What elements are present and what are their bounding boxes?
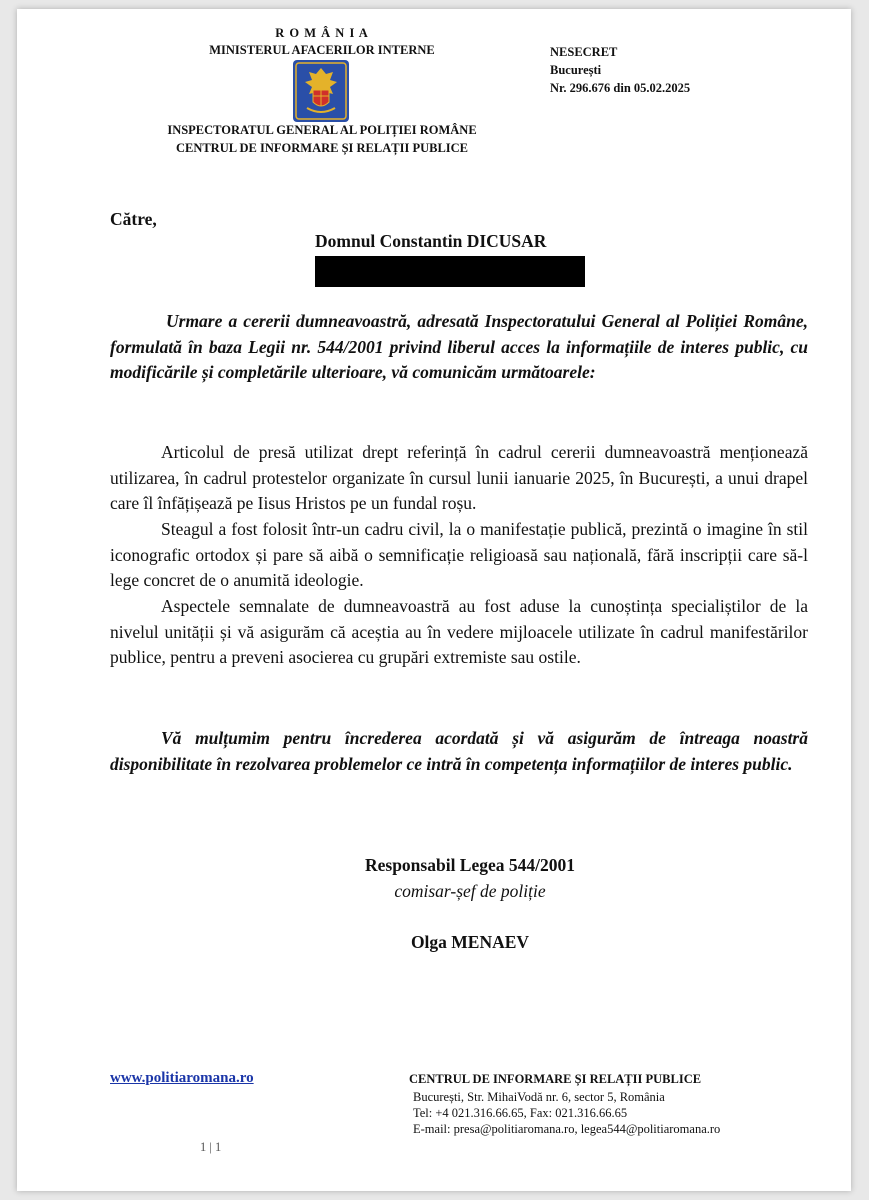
to-label: Către, (110, 209, 157, 229)
country-heading: R O M Â N I A (275, 26, 369, 40)
body-paragraph-1: Articolul de presă utilizat drept referință în cadrul cererii dumneavoastră menționează utilizarea, în cadrul protestelor organizate în cursul lunii ianuarie 2025, în București, a unui drapel care îl înfățișează pe Iisus Hristos pe un fundal roșu. (110, 442, 808, 514)
classification-label: NESECRET (550, 45, 618, 59)
footer-center-name: CENTRUL DE INFORMARE ȘI RELAȚII PUBLICE (409, 1072, 702, 1086)
coat-of-arms-emblem (293, 60, 349, 122)
body-paragraph-2: Steagul a fost folosit într-un cadru civil, la o manifestație publică, prezintă o imagine în stil iconografic ortodox și pare să aibă o semnificație religioasă sau națională, fără inscripții care să-l lege concret de o anumită ideologie. (110, 519, 808, 591)
inspectorate-heading: INSPECTORATUL GENERAL AL POLIȚIEI ROMÂNE (167, 123, 477, 137)
signature-name: Olga MENAEV (410, 932, 530, 952)
center-heading: CENTRUL DE INFORMARE ȘI RELAȚII PUBLICE (175, 141, 469, 155)
footer-phone: Tel: +4 021.316.66.65, Fax: 021.316.66.65 (413, 1106, 628, 1120)
footer-address: București, Str. MihaiVodă nr. 6, sector 5, România (413, 1090, 665, 1104)
signature-rank: comisar-șef de poliție (394, 881, 546, 901)
footer-email: E-mail: presa@politiaromana.ro, legea544@politiaromana.ro (413, 1122, 721, 1136)
website-link[interactable]: www.politiaromana.ro (110, 1070, 254, 1086)
intro-paragraph: Urmare a cererii dumneavoastră, adresată Inspectoratului General al Poliției Române, formulată în baza Legii nr. 544/2001 privind liberul acces la informațiile de interes public, cu modificările și completările ulterioare, vă comunicăm următoarele: (110, 311, 808, 383)
reference-number: Nr. 296.676 din 05.02.2025 (550, 81, 691, 95)
recipient-name: Domnul Constantin DICUSAR (315, 231, 547, 251)
ministry-heading: MINISTERUL AFACERILOR INTERNE (209, 43, 435, 57)
closing-paragraph: Vă mulțumim pentru încrederea acordată și vă asigurăm de întreaga noastră disponibilitate în rezolvarea problemelor ce intră în competența informațiilor de interes public. (110, 728, 808, 774)
signature-role: Responsabil Legea 544/2001 (364, 855, 576, 875)
document-page (17, 9, 851, 1191)
body-paragraph-3: Aspectele semnalate de dumneavoastră au fost aduse la cunoștința specialiștilor de la nivelul unității și vă asigurăm că aceștia au în vedere mijloacele utilizate în cadrul manifestărilor publice, pentru a preveni asocierea cu grupări extremiste sau ostile. (110, 596, 808, 668)
page-number: 1 | 1 (200, 1140, 222, 1154)
redacted-address-block (315, 256, 585, 287)
city-label: București (550, 63, 602, 77)
